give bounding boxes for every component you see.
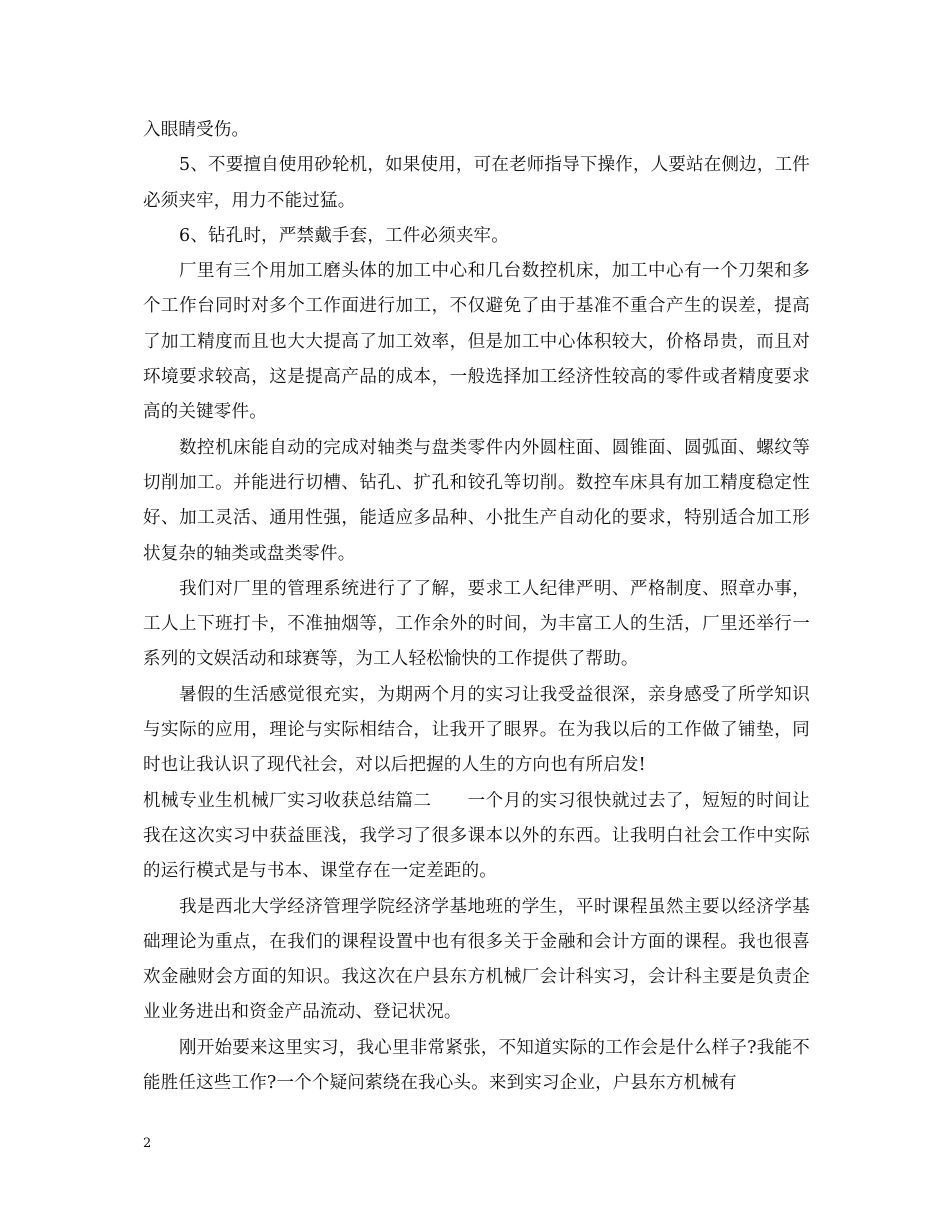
paragraph-1: 入眼睛受伤。 bbox=[143, 120, 250, 140]
page-number: 2 bbox=[143, 1136, 152, 1151]
paragraph-5: 数控机床能自动的完成对轴类与盘类零件内外圆柱面、圆锥面、圆弧面、螺纹等切削加工。并能进行切槽、钻孔、扩孔和铰孔等切削。数控车床具有加工精度稳定性好、加工灵活、通用性强，能适应多品种、小批生产自动化的要求，特别适合加工形状复杂的轴类或盘类零件。 bbox=[143, 437, 810, 564]
paragraph-7: 暑假的生活感觉很充实，为期两个月的实习让我受益很深，亲身感受了所学知识与实际的应用，理论与实际相结合，让我开了眼界。在为我以后的工作做了铺垫，同时也让我认识了现代社会，对以后把握的人生的方向也有所启发! bbox=[143, 684, 810, 776]
paragraph-3: 6、钻孔时，严禁戴手套，工件必须夹牢。 bbox=[179, 225, 509, 246]
body-text bbox=[143, 113, 810, 1101]
paragraph-8-section-heading: 机械专业生机械厂实习收获总结篇二 一个月的实习很快就过去了，短短的时间让我在这次实习中获益匪浅，我学习了很多课本以外的东西。让我明白社会工作中实际的运行模式是与书本、课堂存在一定差距的。 bbox=[143, 790, 810, 882]
paragraph-9: 我是西北大学经济管理学院经济学基地班的学生，平时课程虽然主要以经济学基础理论为重点，在我们的课程设置中也有很多关于金融和会计方面的课程。我也很喜欢金融财会方面的知识。我这次在户县东方机械厂会计科实习，会计科主要是负责企业业务进出和资金产品流动、登记状况。 bbox=[143, 896, 810, 1023]
paragraph-10: 刚开始要来这里实习，我心里非常紧张，不知道实际的工作会是什么样子?我能不能胜任这些工作?一个个疑问萦绕在我心头。来到实习企业，户县东方机械有 bbox=[143, 1037, 810, 1094]
paragraph-6: 我们对厂里的管理系统进行了了解，要求工人纪律严明、严格制度、照章办事，工人上下班打卡，不准抽烟等，工作余外的时间，为丰富工人的生活，厂里还举行一系列的文娱活动和球赛等，为工人轻松愉快的工作提供了帮助。 bbox=[143, 578, 810, 670]
paragraph-2: 5、不要擅自使用砂轮机，如果使用，可在老师指导下操作，人要站在侧边，工件必须夹牢，用力不能过猛。 bbox=[143, 155, 810, 211]
paragraph-4: 厂里有三个用加工磨头体的加工中心和几台数控机床，加工中心有一个刀架和多个工作台同时对多个工作面进行加工，不仅避免了由于基准不重合产生的误差，提高了加工精度而且也大大提高了加工效率，但是加工中心体积较大，价格昂贵，而且对环境要求较高，这是提高产品的成本，一般选择加工经济性较高的零件或者精度要求高的关键零件。 bbox=[143, 261, 810, 423]
